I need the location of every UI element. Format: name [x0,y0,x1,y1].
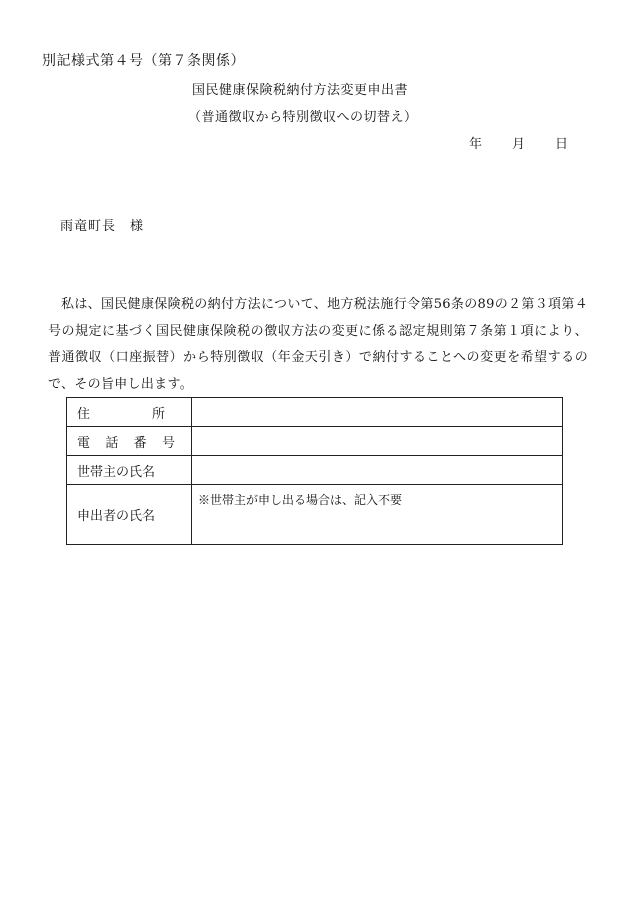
householder-name-label: 世帯主の氏名 [67,456,192,485]
applicant-name-field[interactable] [192,485,563,545]
table-row-applicant [67,485,563,545]
applicant-name-label: 申出者の氏名 [67,485,192,545]
date-year-label: 年 [468,137,482,152]
householder-name-field[interactable] [192,456,563,485]
applicant-note: ※世帯主が申し出る場合は、記入不要 [198,493,403,507]
addressee [60,215,144,234]
address-label [67,398,192,427]
table-row-householder [67,456,563,485]
addressee-honorific: 様 [130,219,145,234]
address-label-char: 住 [77,406,91,422]
phone-label-char: 電 [77,435,91,451]
phone-label-char: 話 [105,435,119,451]
document-title: 国民健康保険税納付方法変更申出書 [192,83,409,98]
document-subtitle: （普通徴収から特別徴収への切替え） [188,110,418,125]
date-month-label: 月 [511,137,525,152]
applicant-info-table [66,397,563,545]
form-number: 別記様式第４号（第７条関係） [42,53,245,69]
body-text: 私は、国民健康保険税の納付方法について、地方税法施行令第56条の89の２第３項第４号の規定に基づく国民健康保険税の徴収方法の変更に係る認定規則第７条第１項により、普通徴収（口座振替）から特別徴収（年金天引き）で納付することへの変更を希望するので、その旨申し出ます。 [48,297,588,392]
date-line [469,133,568,152]
address-field[interactable] [192,398,563,427]
addressee-name: 雨竜町長 [60,219,117,234]
phone-label-char: 号 [161,435,175,451]
date-day-label: 日 [554,137,568,152]
phone-label-char: 番 [133,435,147,451]
table-row-address [67,398,563,427]
table-row-phone [67,427,563,456]
phone-field[interactable] [192,427,563,456]
address-label-char: 所 [151,406,165,422]
phone-label [67,427,192,456]
